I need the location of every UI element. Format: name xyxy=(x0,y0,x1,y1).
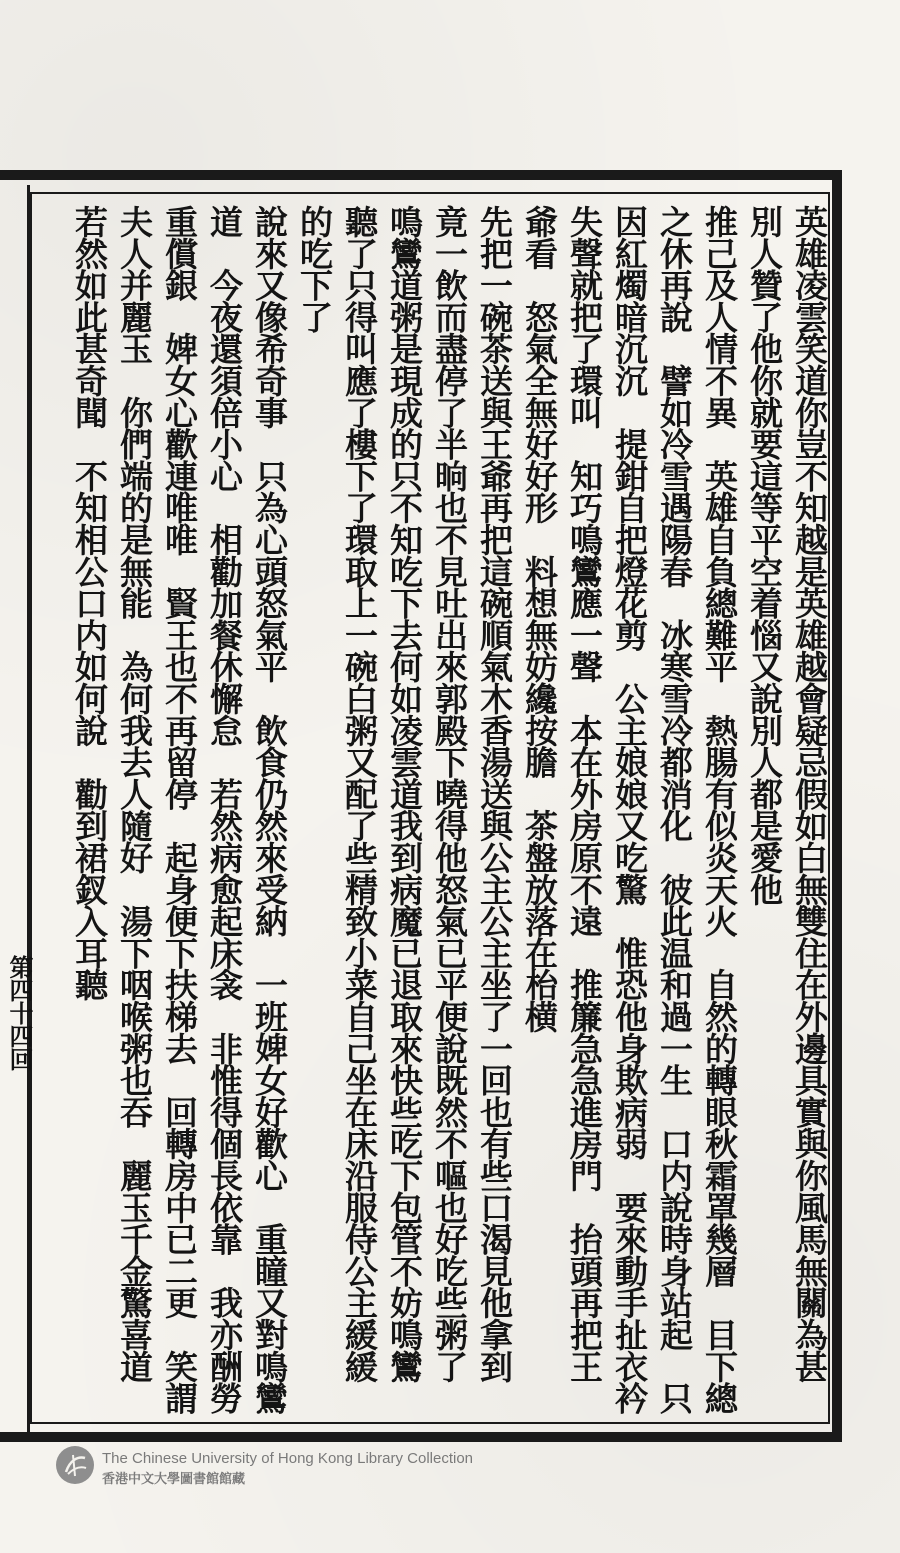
chapter-label: 第四十四回 xyxy=(5,955,34,1070)
text-column: 因紅燭暗沉沉 提鉗自把燈花剪 公主娘娘又吃驚 惟恐他身欺病弱 要來動手扯衣衿 xyxy=(610,205,649,1414)
cuhk-library-logo-icon xyxy=(56,1446,94,1484)
text-column: 失聲就把了環叫 知巧鳴鸞應一聲 本在外房原不遠 推簾急急進房門 抬頭再把王 xyxy=(565,205,604,1382)
text-column: 別人贊了他你就要這等平空着惱又說別人都是愛他 xyxy=(745,205,784,905)
text-body xyxy=(36,205,829,1415)
text-column: 之休再說 譬如冷雪遇陽春 冰寒雪冷都消化 彼此温和過一生 口内說時身站起 只 xyxy=(655,205,694,1414)
text-column: 重償銀 婢女心歡連唯唯 賢王也不再留停 起身便下扶梯去 回轉房中已二更 笑謂 xyxy=(160,205,199,1414)
text-column: 夫人并麗玉 你們端的是無能 為何我去人隨好 湯下咽喉粥也吞 麗玉千金驚喜道 xyxy=(115,205,154,1382)
collection-credit-zh: 香港中文大學圖書館館藏 xyxy=(102,1472,246,1487)
text-column: 道 今夜還須倍小心 相勸加餐休懈怠 若然病愈起床衾 非惟得個長依靠 我亦酬勞 xyxy=(205,205,244,1414)
text-column: 推己及人情不異 英雄自負總難平 熱腸有似炎天火 自然的轉眼秋霜罩幾層 目下總 xyxy=(700,205,739,1414)
text-column: 英雄凌雲笑道你豈不知越是英雄越會疑忌假如白無雙住在外邊具實與你風馬無關為甚 xyxy=(790,205,829,1382)
text-column: 爺看 怒氣全無好好形 料想無妨纔按膽 茶盤放落在枱横 xyxy=(520,205,559,1032)
text-column: 鳴鸞道粥是現成的只不知吃下去何如凌雲道我到病魔已退取來快些吃下包管不妨鳴鸞 xyxy=(385,205,424,1382)
text-column: 先把一碗茶送與王爺再把這碗順氣木香湯送與公主公主坐了一回也有些口渴見他拿到 xyxy=(475,205,514,1382)
collection-credit-en: The Chinese University of Hong Kong Library Collection xyxy=(102,1450,474,1467)
text-column: 聽了只得叫應了樓下了環取上一碗白粥又配了些精致小菜自己坐在床沿服侍公主緩緩 xyxy=(340,205,379,1382)
text-column: 說來又像希奇事 只為心頭怒氣平 飲食仍然來受納 一班婢女好歡心 重瞳又對鳴鸞 xyxy=(250,205,289,1414)
text-column: 的吃下了 xyxy=(295,205,334,333)
page-spine xyxy=(0,185,34,1435)
text-column: 竟一飲而盡停了半晌也不見吐出來郭殿下曉得他怒氣已平便說既然不嘔也好吃些粥了 xyxy=(430,205,469,1382)
text-column: 若然如此甚奇聞 不知相公口内如何說 勸到裙釵入耳聽 xyxy=(70,205,109,1001)
